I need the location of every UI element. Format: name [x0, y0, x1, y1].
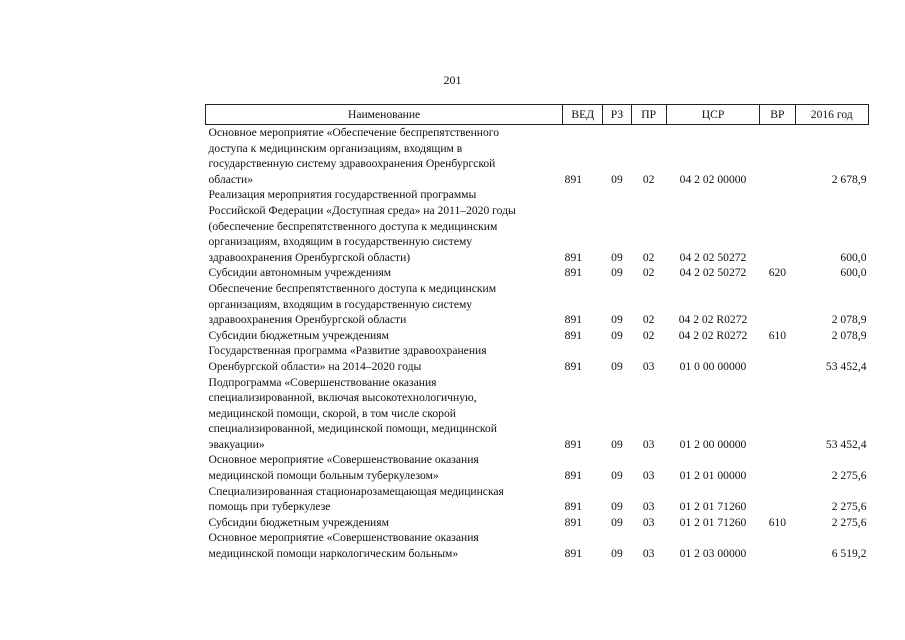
cell-pr: 02: [642, 250, 655, 264]
name-line: Оренбургской области» на 2014–2020 годы: [208, 359, 422, 373]
name-line: организациям, входящим в государственную систему: [208, 297, 473, 311]
cell-rz: 09: [611, 515, 623, 529]
cell-rz: 09: [611, 313, 623, 327]
name-line: Основное мероприятие «Совершенствование оказания: [208, 453, 479, 467]
cell-rz: 09: [611, 250, 623, 264]
table-header-row: [206, 105, 869, 125]
cell-csr: 04 2 02 00000: [679, 172, 747, 186]
cell-vr: 620: [768, 266, 787, 280]
name-line: организациям, входящим в государственную систему: [208, 235, 473, 249]
cell-name: [206, 375, 563, 453]
cell-csr: 01 2 01 71260: [679, 515, 747, 529]
cell-pr: 03: [642, 500, 655, 514]
cell-ved: 891: [564, 515, 583, 529]
name-line: Обеспечение беспрепятственного доступа к медицинским: [208, 281, 497, 295]
table-row: [206, 125, 869, 188]
table-row: [206, 265, 869, 281]
cell-csr: 04 2 02 50272: [679, 250, 747, 264]
cell-amount: 600,0: [840, 250, 867, 264]
header-csr: ЦСР: [666, 105, 760, 125]
cell-amount: 2 678,9: [831, 172, 867, 186]
cell-rz: 09: [611, 500, 623, 514]
cell-ved: 891: [564, 359, 583, 373]
cell-ved: 891: [564, 328, 583, 342]
name-line: (обеспечение беспрепятственного доступа к медицинским: [208, 219, 498, 233]
cell-ved: 891: [564, 437, 583, 451]
cell-amount: 2 275,6: [831, 469, 867, 483]
cell-ved: 891: [564, 500, 583, 514]
name-line: Российской Федерации «Доступная среда» на 2011–2020 годы: [208, 203, 516, 217]
cell-vr: [760, 187, 795, 265]
cell-vr: [760, 281, 795, 328]
cell-vr: 610: [768, 515, 787, 529]
cell-rz: 09: [611, 266, 623, 280]
cell-ved: 891: [564, 250, 583, 264]
cell-vr: [760, 484, 795, 515]
name-line: Специализированная стационарозамещающая медицинская: [208, 484, 504, 498]
cell-name: [206, 125, 563, 188]
cell-csr: 01 0 00 00000: [679, 359, 747, 373]
cell-amount: 600,0: [840, 266, 867, 280]
name-line: Субсидии автономным учреждениям: [208, 266, 392, 280]
name-line: медицинской помощи наркологическим больным»: [208, 547, 459, 561]
table-row: [206, 343, 869, 374]
cell-vr: [760, 125, 795, 188]
name-line: области»: [208, 172, 254, 186]
header-year: 2016 год: [795, 105, 869, 125]
cell-ved: 891: [564, 266, 583, 280]
cell-amount: 2 078,9: [831, 328, 867, 342]
name-line: Государственная программа «Развитие здравоохранения: [208, 344, 487, 358]
header-vr: ВР: [760, 105, 795, 125]
table-row: [206, 187, 869, 265]
cell-name: [206, 484, 563, 515]
table-row: [206, 328, 869, 344]
cell-pr: 03: [642, 359, 655, 373]
cell-pr: 03: [642, 547, 655, 561]
cell-vr: [760, 530, 795, 561]
cell-amount: 6 519,2: [831, 547, 867, 561]
name-line: Основное мероприятие «Совершенствование оказания: [208, 531, 479, 545]
cell-name: [206, 265, 563, 281]
table-row: [206, 484, 869, 515]
cell-csr: 01 2 01 71260: [679, 500, 747, 514]
cell-csr: 04 2 02 R0272: [678, 313, 748, 327]
page-number: 201: [443, 73, 462, 87]
header-name: Наименование: [206, 105, 563, 125]
cell-rz: 09: [611, 469, 623, 483]
cell-rz: 09: [611, 547, 623, 561]
cell-csr: 01 2 03 00000: [679, 547, 747, 561]
name-line: медицинской помощи, скорой, в том числе скорой: [208, 406, 456, 420]
table-row: [206, 452, 869, 483]
cell-vr: [760, 343, 795, 374]
budget-table: [205, 104, 869, 562]
table-body: [206, 125, 869, 562]
cell-ved: 891: [564, 469, 583, 483]
cell-amount: 2 275,6: [831, 515, 867, 529]
cell-name: [206, 343, 563, 374]
header-pr: ПР: [631, 105, 666, 125]
cell-pr: 02: [642, 328, 655, 342]
cell-rz: 09: [611, 328, 623, 342]
cell-rz: 09: [611, 172, 623, 186]
cell-amount: 53 452,4: [825, 359, 867, 373]
name-line: эвакуации»: [208, 437, 265, 451]
name-line: доступа к медицинским организациям, входящим в: [208, 141, 463, 155]
cell-name: [206, 187, 563, 265]
cell-name: [206, 515, 563, 531]
cell-ved: 891: [564, 547, 583, 561]
cell-name: [206, 452, 563, 483]
cell-amount: 2 275,6: [831, 500, 867, 514]
name-line: Основное мероприятие «Обеспечение беспрепятственного: [208, 126, 500, 139]
cell-pr: 03: [642, 469, 655, 483]
cell-pr: 02: [642, 266, 655, 280]
cell-csr: 01 2 01 00000: [679, 469, 747, 483]
cell-pr: 02: [642, 313, 655, 327]
header-rz: РЗ: [603, 105, 631, 125]
cell-amount: 2 078,9: [831, 313, 867, 327]
table-row: [206, 375, 869, 453]
name-line: медицинской помощи больным туберкулезом»: [208, 469, 439, 483]
table-row: [206, 530, 869, 561]
cell-ved: 891: [564, 313, 583, 327]
name-line: Субсидии бюджетным учреждениям: [208, 515, 389, 529]
cell-csr: 04 2 02 R0272: [678, 328, 748, 342]
cell-name: [206, 281, 563, 328]
cell-vr: [760, 452, 795, 483]
cell-vr: [760, 375, 795, 453]
cell-vr: 610: [768, 328, 787, 342]
header-ved: ВЕД: [563, 105, 603, 125]
cell-rz: 09: [611, 359, 623, 373]
name-line: специализированной, медицинской помощи, медицинской: [208, 422, 497, 436]
cell-pr: 03: [642, 437, 655, 451]
cell-pr: 02: [642, 172, 655, 186]
cell-rz: 09: [611, 437, 623, 451]
cell-pr: 03: [642, 515, 655, 529]
cell-amount: 53 452,4: [825, 437, 867, 451]
table-row: [206, 515, 869, 531]
name-line: государственную систему здравоохранения Оренбургской: [208, 157, 496, 171]
name-line: Подпрограмма «Совершенствование оказания: [208, 375, 437, 389]
name-line: Субсидии бюджетным учреждениям: [208, 328, 389, 342]
name-line: специализированной, включая высокотехнологичную,: [208, 391, 477, 405]
name-line: Реализация мероприятия государственной программы: [208, 188, 477, 202]
cell-csr: 01 2 00 00000: [679, 437, 747, 451]
name-line: здравоохранения Оренбургской области: [208, 313, 407, 327]
name-line: помощь при туберкулезе: [208, 500, 331, 514]
cell-ved: 891: [564, 172, 583, 186]
table-row: [206, 281, 869, 328]
cell-name: [206, 328, 563, 344]
cell-name: [206, 530, 563, 561]
name-line: здравоохранения Оренбургской области): [208, 250, 411, 264]
cell-csr: 04 2 02 50272: [679, 266, 747, 280]
